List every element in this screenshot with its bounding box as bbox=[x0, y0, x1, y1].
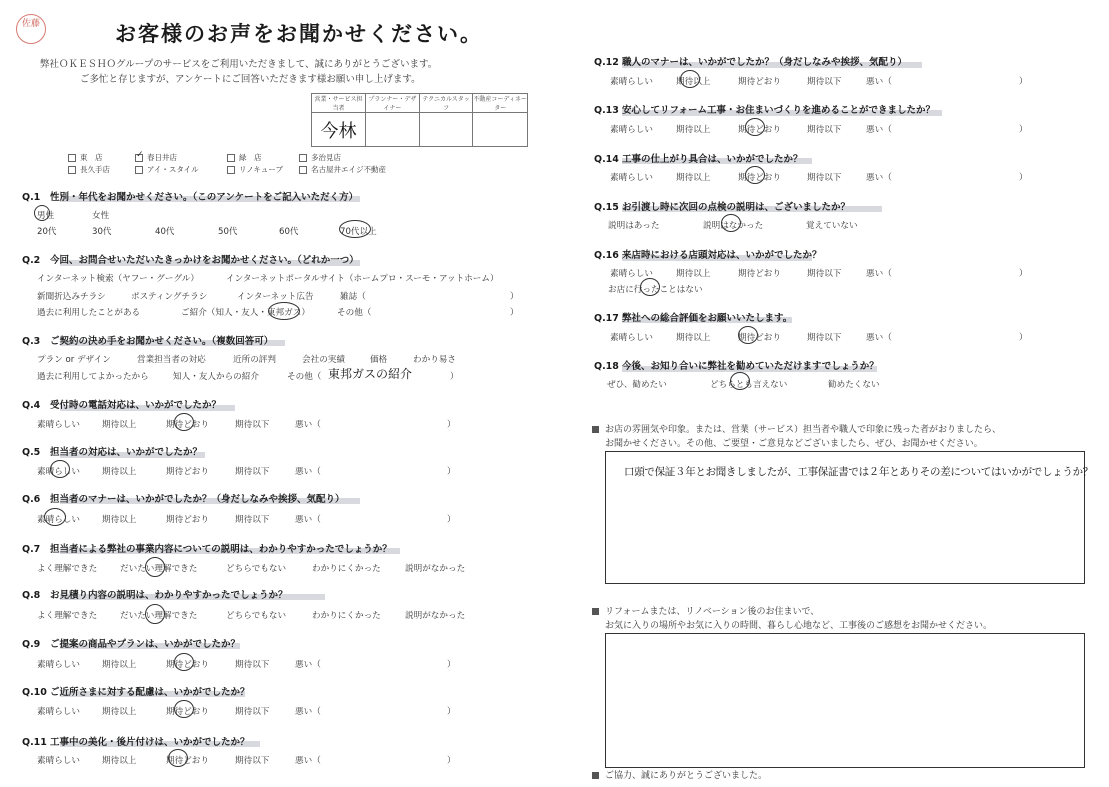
staff-value-technical bbox=[419, 113, 473, 147]
answer-circle bbox=[268, 302, 300, 320]
clarity-mostly[interactable]: だいたい理解できた bbox=[120, 564, 198, 574]
option-40s[interactable]: 40代 bbox=[155, 227, 175, 237]
rating-above[interactable]: 期待以上 bbox=[676, 77, 711, 87]
intro-line-1: 弊社ＯＫＥＳＨＯグループのサービスをご利用いただきまして、誠にありがとうございます。 bbox=[40, 59, 438, 70]
rating-excellent[interactable]: 素晴らしい bbox=[610, 77, 653, 87]
rating-close-paren: ） bbox=[447, 660, 456, 670]
rating-excellent[interactable]: 素晴らしい bbox=[37, 515, 80, 525]
question-q6: Q.6 担当者のマナーは、いかがでしたか？（身だしなみや挨拶、気配り） bbox=[22, 494, 345, 505]
answer-circle bbox=[339, 220, 371, 238]
staff-header-realestate: 不動産コーディネーター bbox=[473, 94, 528, 113]
rating-expected[interactable]: 期待どおり bbox=[738, 173, 781, 183]
rating-bad[interactable]: 悪い（ bbox=[866, 269, 892, 279]
handwritten-other-answer: 東邦ガスの紹介 bbox=[328, 367, 413, 381]
staff-value-sales: 今林 bbox=[312, 113, 366, 147]
rating-expected[interactable]: 期待どおり bbox=[738, 125, 781, 135]
rating-excellent[interactable]: 素晴らしい bbox=[37, 467, 80, 477]
rating-close-paren: ） bbox=[447, 707, 456, 717]
question-q5: Q.5 担当者の対応は、いかがでしたか？ bbox=[22, 447, 203, 458]
rating-above[interactable]: 期待以上 bbox=[676, 333, 711, 343]
answer-circle bbox=[745, 166, 765, 184]
store-tajimi[interactable]: 多治見店 bbox=[299, 152, 341, 163]
rating-below[interactable]: 期待以下 bbox=[807, 269, 842, 279]
option-not-recommend[interactable]: 勧めたくない bbox=[828, 380, 880, 390]
question-q10: Q.10 ご近所さまに対する配慮は、いかがでしたか？ bbox=[22, 687, 250, 698]
rating-below[interactable]: 期待以下 bbox=[807, 125, 842, 135]
clarity-none[interactable]: 説明がなかった bbox=[405, 611, 466, 621]
rating-excellent[interactable]: 素晴らしい bbox=[610, 269, 653, 279]
rating-bad[interactable]: 悪い（ bbox=[295, 420, 321, 430]
staff-value-realestate bbox=[473, 113, 528, 147]
checkbox-checked-icon bbox=[135, 154, 143, 162]
checkbox-icon bbox=[299, 154, 307, 162]
renovation-prompt-line-1: リフォームまたは、リノベーション後のお住まいで、 bbox=[592, 604, 819, 617]
rating-excellent[interactable]: 素晴らしい bbox=[610, 125, 653, 135]
answer-circle bbox=[174, 413, 194, 431]
option-sales-response[interactable]: 営業担当者の対応 bbox=[137, 355, 206, 365]
clarity-unclear[interactable]: わかりにくかった bbox=[312, 564, 381, 574]
question-q11: Q.11 工事中の美化・後片付けは、いかがでしたか？ bbox=[22, 737, 250, 748]
clarity-unclear[interactable]: わかりにくかった bbox=[312, 611, 381, 621]
answer-circle bbox=[745, 118, 765, 136]
rating-bad[interactable]: 悪い（ bbox=[866, 77, 892, 87]
rating-bad[interactable]: 悪い（ bbox=[295, 467, 321, 477]
rating-below[interactable]: 期待以下 bbox=[235, 660, 270, 670]
rating-expected[interactable]: 期待どおり bbox=[166, 515, 209, 525]
checkbox-icon bbox=[299, 166, 307, 174]
rating-expected[interactable]: 期待どおり bbox=[166, 756, 209, 766]
rating-expected[interactable]: 期待どおり bbox=[166, 707, 209, 717]
rating-expected[interactable]: 期待どおり bbox=[738, 333, 781, 343]
rating-excellent[interactable]: 素晴らしい bbox=[37, 756, 80, 766]
rating-below[interactable]: 期待以下 bbox=[807, 77, 842, 87]
rating-bad[interactable]: 悪い（ bbox=[295, 707, 321, 717]
rating-above[interactable]: 期待以上 bbox=[676, 125, 711, 135]
option-past-use[interactable]: 過去に利用したことがある bbox=[37, 308, 141, 318]
checkbox-icon bbox=[68, 154, 76, 162]
rating-below[interactable]: 期待以下 bbox=[807, 333, 842, 343]
rating-below[interactable]: 期待以下 bbox=[235, 515, 270, 525]
rating-above[interactable]: 期待以上 bbox=[676, 269, 711, 279]
rating-expected[interactable]: 期待どおり bbox=[166, 660, 209, 670]
answer-circle bbox=[640, 278, 660, 296]
rating-above[interactable]: 期待以上 bbox=[102, 420, 137, 430]
answer-circle bbox=[145, 557, 165, 577]
rating-close-paren: ） bbox=[1019, 173, 1028, 183]
option-track-record[interactable]: 会社の実績 bbox=[302, 355, 345, 365]
rating-bad[interactable]: 悪い（ bbox=[295, 660, 321, 670]
question-q1: Q.1 性別・年代をお聞かせください。（このアンケートをご記入いただく方） bbox=[22, 192, 359, 203]
option-dont-remember[interactable]: 覚えていない bbox=[806, 221, 858, 231]
option-other[interactable]: その他（ bbox=[287, 372, 322, 382]
staff-header-sales: 営業・サービス担当者 bbox=[312, 94, 366, 113]
clarity-mostly[interactable]: だいたい理解できた bbox=[120, 611, 198, 621]
staff-header-planner: プランナー・デザイナー bbox=[365, 94, 419, 113]
rating-close-paren: ） bbox=[447, 420, 456, 430]
answer-circle bbox=[34, 205, 50, 221]
answer-circle bbox=[174, 653, 194, 671]
clarity-neutral[interactable]: どちらでもない bbox=[226, 564, 287, 574]
rating-close-paren: ） bbox=[447, 467, 456, 477]
store-i-style[interactable]: アイ・スタイル bbox=[135, 164, 199, 175]
rating-bad[interactable]: 悪い（ bbox=[866, 125, 892, 135]
rating-below[interactable]: 期待以下 bbox=[807, 173, 842, 183]
option-other[interactable]: その他（ bbox=[337, 308, 372, 318]
option-reputation[interactable]: 近所の評判 bbox=[233, 355, 276, 365]
answer-circle bbox=[680, 70, 700, 88]
option-referral[interactable]: ご紹介（知人・友人・東邦ガス） bbox=[181, 308, 310, 318]
seal-stamp bbox=[16, 14, 46, 44]
checkbox-icon bbox=[135, 166, 143, 174]
clarity-well[interactable]: よく理解できた bbox=[37, 564, 98, 574]
question-q3: Q.3 ご契約の決め手をお聞かせください。（複数回答可） bbox=[22, 336, 274, 347]
option-not-explained[interactable]: 説明はなかった bbox=[703, 221, 764, 231]
store-kasugai[interactable]: ✓ 春日井店 bbox=[135, 152, 177, 163]
option-never-visited[interactable]: お店に行ったことはない bbox=[608, 285, 703, 295]
option-newspaper-flyer[interactable]: 新聞折込みチラシ bbox=[37, 292, 106, 302]
rating-close-paren: ） bbox=[1019, 333, 1028, 343]
question-q17: Q.17 弊社への総合評価をお願いいたします。 bbox=[594, 313, 793, 324]
rating-bad[interactable]: 悪い（ bbox=[866, 333, 892, 343]
rating-above[interactable]: 期待以上 bbox=[102, 515, 137, 525]
question-q14: Q.14 工事の仕上がり具合は、いかがでしたか？ bbox=[594, 154, 803, 165]
rating-excellent[interactable]: 素晴らしい bbox=[37, 660, 80, 670]
answer-circle bbox=[44, 508, 66, 526]
rating-expected[interactable]: 期待どおり bbox=[166, 420, 209, 430]
option-30s[interactable]: 30代 bbox=[92, 227, 112, 237]
question-q9: Q.9 ご提案の商品やプランは、いかがでしたか？ bbox=[22, 639, 241, 650]
staff-value-planner bbox=[365, 113, 419, 147]
rating-bad[interactable]: 悪い（ bbox=[295, 756, 321, 766]
checkbox-icon bbox=[227, 166, 235, 174]
question-q4: Q.4 受付時の電話対応は、いかがでしたか？ bbox=[22, 400, 222, 411]
rating-expected[interactable]: 期待どおり bbox=[738, 77, 781, 87]
rating-expected[interactable]: 期待どおり bbox=[166, 467, 209, 477]
option-clarity[interactable]: わかり易さ bbox=[413, 355, 456, 365]
checkbox-icon bbox=[227, 154, 235, 162]
option-20s[interactable]: 20代 bbox=[37, 227, 57, 237]
bullet-square-icon bbox=[592, 426, 599, 433]
renovation-prompt-line-2: お気に入りの場所やお気に入りの時間、暮らし心地など、工事後のご感想をお聞かせください。 bbox=[605, 621, 993, 631]
option-undecided[interactable]: どちらとも言えない bbox=[710, 380, 788, 390]
bullet-square-icon bbox=[592, 608, 599, 615]
rating-above[interactable]: 期待以上 bbox=[676, 173, 711, 183]
comment-prompt-line-2: お聞かせください。その他、ご要望・ご意見などございましたら、ぜひ、お聞かせください。 bbox=[605, 439, 983, 449]
other-close-paren: ） bbox=[510, 308, 519, 318]
option-70s[interactable]: 70代以上 bbox=[340, 227, 377, 237]
option-internet-search[interactable]: インターネット検索（ヤフー・グーグル） bbox=[37, 274, 199, 284]
question-q16: Q.16 来店時における店頭対応は、いかがでしたか？ bbox=[594, 250, 822, 261]
option-portal-site[interactable]: インターネットポータルサイト（ホームプロ・スーモ・アットホーム） bbox=[226, 274, 499, 284]
option-50s[interactable]: 50代 bbox=[218, 227, 238, 237]
answer-circle bbox=[174, 700, 194, 718]
store-renocube[interactable]: リノキューブ bbox=[227, 164, 283, 175]
rating-expected[interactable]: 期待どおり bbox=[738, 269, 781, 279]
rating-excellent[interactable]: 素晴らしい bbox=[37, 707, 80, 717]
rating-close-paren: ） bbox=[447, 756, 456, 766]
staff-header-technical: テクニカルスタッフ bbox=[419, 94, 473, 113]
answer-circle bbox=[168, 749, 188, 767]
rating-above[interactable]: 期待以上 bbox=[102, 756, 137, 766]
intro-line-2: ご多忙と存じますが、アンケートにご回答いただきます様お願い申し上げます。 bbox=[80, 74, 421, 85]
closing-message: ご協力、誠にありがとうございました。 bbox=[592, 768, 767, 781]
bullet-square-icon bbox=[592, 772, 599, 779]
option-friend-referral[interactable]: 知人・友人からの紹介 bbox=[173, 372, 259, 382]
option-magazine[interactable]: 雑誌（ bbox=[340, 292, 366, 302]
question-q12: Q.12 職人のマナーは、いかがでしたか？（身だしなみや挨拶、気配り） bbox=[594, 57, 908, 68]
clarity-none[interactable]: 説明がなかった bbox=[405, 564, 466, 574]
page-title: お客様のお声をお聞かせください。 bbox=[115, 22, 483, 46]
other-close-paren: ） bbox=[450, 372, 459, 382]
answer-circle bbox=[721, 214, 741, 232]
option-plan-design[interactable]: プラン or デザイン bbox=[37, 355, 111, 365]
store-midori[interactable]: 緑 店 bbox=[227, 152, 262, 163]
rating-excellent[interactable]: 素晴らしい bbox=[610, 333, 653, 343]
rating-below[interactable]: 期待以下 bbox=[235, 707, 270, 717]
question-q8: Q.8 お見積り内容の説明は、わかりやすかったでしょうか？ bbox=[22, 590, 288, 601]
store-realestate[interactable]: 名古屋井エイジ不動産 bbox=[299, 164, 386, 175]
comment-prompt-line-1: お店の雰囲気や印象。または、営業（サービス）担当者や職人で印象に残った者がおりましたら、 bbox=[592, 422, 1001, 435]
option-posting-flyer[interactable]: ポスティングチラシ bbox=[131, 292, 208, 302]
option-recommend[interactable]: ぜひ、勧めたい bbox=[607, 380, 667, 390]
rating-close-paren: ） bbox=[1019, 125, 1028, 135]
rating-excellent[interactable]: 素晴らしい bbox=[610, 173, 653, 183]
option-female[interactable]: 女性 bbox=[92, 211, 110, 221]
seal-stamp-text: 佐藤 bbox=[21, 19, 40, 29]
checkbox-icon bbox=[68, 166, 76, 174]
question-q7: Q.7 担当者による弊社の事業内容についての説明は、わかりやすかったでしょうか？ bbox=[22, 544, 392, 555]
question-q2: Q.2 今回、お問合せいただいたきっかけをお聞かせください。（どれか一つ） bbox=[22, 255, 359, 266]
rating-above[interactable]: 期待以上 bbox=[102, 660, 137, 670]
option-past-good[interactable]: 過去に利用してよかったから bbox=[37, 372, 149, 382]
rating-close-paren: ） bbox=[1019, 77, 1028, 87]
option-60s[interactable]: 60代 bbox=[279, 227, 299, 237]
rating-below[interactable]: 期待以下 bbox=[235, 467, 270, 477]
answer-circle bbox=[50, 460, 70, 478]
rating-bad[interactable]: 悪い（ bbox=[866, 173, 892, 183]
rating-below[interactable]: 期待以下 bbox=[235, 756, 270, 766]
rating-below[interactable]: 期待以下 bbox=[235, 420, 270, 430]
store-nagakute[interactable]: 長久手店 bbox=[68, 164, 110, 175]
question-q13: Q.13 安心してリフォーム工事・お住まいづくりを進めることができましたか？ bbox=[594, 105, 936, 116]
staff-table bbox=[311, 93, 528, 147]
rating-excellent[interactable]: 素晴らしい bbox=[37, 420, 80, 430]
store-east[interactable]: 東 店 bbox=[68, 152, 103, 163]
renovation-comment-box[interactable] bbox=[605, 633, 1085, 768]
clarity-well[interactable]: よく理解できた bbox=[37, 611, 98, 621]
rating-close-paren: ） bbox=[447, 515, 456, 525]
magazine-close-paren: ） bbox=[510, 292, 519, 302]
option-internet-ad[interactable]: インターネット広告 bbox=[237, 292, 314, 302]
rating-above[interactable]: 期待以上 bbox=[102, 467, 137, 477]
rating-close-paren: ） bbox=[1019, 269, 1028, 279]
question-q18: Q.18 今後、お知り合いに弊社を勧めていただけますでしょうか？ bbox=[594, 361, 879, 372]
answer-circle bbox=[145, 604, 165, 624]
rating-above[interactable]: 期待以上 bbox=[102, 707, 137, 717]
answer-circle bbox=[738, 326, 758, 344]
option-price[interactable]: 価格 bbox=[370, 355, 388, 365]
option-explained[interactable]: 説明はあった bbox=[608, 221, 660, 231]
answer-circle bbox=[730, 372, 750, 390]
option-male[interactable]: 男性 bbox=[37, 211, 55, 221]
handwritten-comment: 口頭で保証３年とお聞きしましたが、工事保証書では２年とありその差についてはいかがでしょうか？ bbox=[624, 466, 1093, 478]
question-q15: Q.15 お引渡し時に次回の点検の説明は、ございましたか？ bbox=[594, 202, 851, 213]
clarity-neutral[interactable]: どちらでもない bbox=[226, 611, 287, 621]
rating-bad[interactable]: 悪い（ bbox=[295, 515, 321, 525]
